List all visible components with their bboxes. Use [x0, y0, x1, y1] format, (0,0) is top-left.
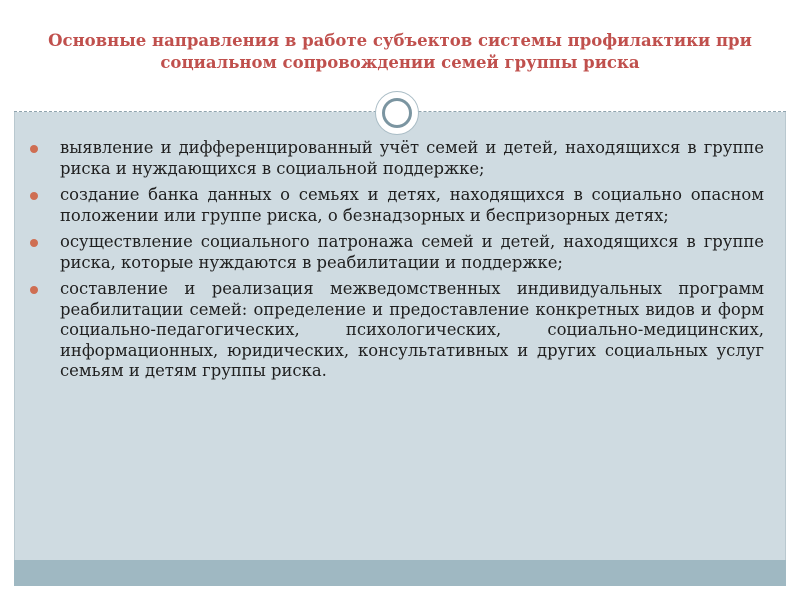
bullet-text: создание банка данных о семьях и детях, находящихся в социально опасном положении или группе риска, о безнадзорных и беспризорных детях; — [60, 185, 764, 225]
divider-ornament-icon — [375, 91, 419, 135]
bullet-text: осуществление социального патронажа семей и детей, находящихся в группе риска, которые нуждаются в реабилитации и поддержке; — [60, 232, 764, 272]
bullet-item — [60, 232, 764, 273]
bullet-icon — [30, 192, 38, 200]
bullet-icon — [30, 145, 38, 153]
slide-title: Основные направления в работе субъектов системы профилактики при социальном сопровождении семей группы риска — [48, 31, 752, 72]
bullet-icon — [30, 286, 38, 294]
bullet-text: выявление и дифференцированный учёт семей и детей, находящихся в группе риска и нуждающихся в социальной поддержке; — [60, 138, 764, 178]
bullet-icon — [30, 239, 38, 247]
divider-ornament-inner-ring — [382, 98, 412, 128]
bullet-text: составление и реализация межведомственных индивидуальных программ реабилитации семей: определение и предоставление конкретных видов и форм социально-педагогических, психологических, социально-медицинских, информационных, юридических, консультативных и других социальных услуг семьям и детям группы риска. — [60, 279, 764, 380]
bullet-item — [60, 185, 764, 226]
bullet-item — [60, 138, 764, 179]
bullet-list — [60, 138, 764, 388]
footer-bar — [14, 560, 786, 586]
bullet-item — [60, 279, 764, 382]
